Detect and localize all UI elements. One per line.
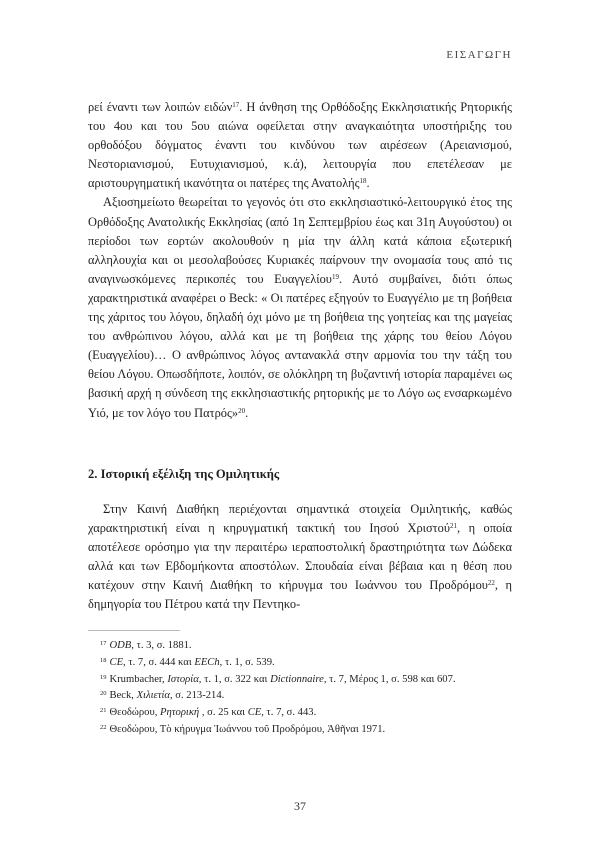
footnote-text: Θεοδώρου, Τὸ κήρυγμα Ἰωάννου τοῦ Προδρόμου, Ἀθῆναι 1971.: [109, 723, 386, 735]
footnote-text: , τ. 7, σ. 443.: [261, 707, 317, 719]
footnote-text: Beck,: [109, 690, 137, 702]
footnote-text: , σ. 213-214.: [170, 690, 225, 702]
footnote-title: EECh: [194, 656, 220, 668]
text-run: , η δημηγορία του Πέτρου κατά την Πεντηκο-: [88, 577, 512, 612]
footnote-ref[interactable]: 19: [331, 272, 339, 281]
footnote-number: 21: [100, 707, 107, 715]
footnote-text: , τ. 7, Μέρος 1, σ. 598 και 607.: [323, 673, 456, 685]
footnote-text: , τ. 1, σ. 539.: [219, 656, 275, 668]
footnote-title: Dictionnaire: [270, 673, 324, 685]
footnote-21: [88, 705, 512, 722]
footnote-ref[interactable]: 22: [487, 578, 495, 587]
text-run: . Η άνθηση της Ορθόδοξης Εκκλησιατικής Ρητορικής του 4ου και του 5ου αιώνα οφείλεται στην αναγκαιότητα υποστήριξης του ορθοδόξου δόγματος έναντι του κινδύνου των αιρέσεων (Αρειανισμού, Νεστοριανισμού, Ευτυχιανισμού, κ.ά), λειτουργία που επετέλεσαν με αριστουργηματική ικανότητα οι πατέρες της Ανατολής: [88, 100, 512, 191]
footnote-number: 18: [100, 656, 107, 664]
footnote-ref[interactable]: 18: [359, 177, 367, 186]
footnote-number: 20: [100, 690, 107, 698]
footnote-title: CE: [247, 707, 262, 719]
text-run: Στην Καινή Διαθήκη περιέχονται σημαντικά στοιχεία Ομιλητικής, καθώς χαρακτηριστική είναι η κηρυγματική τακτική του Ιησού Χριστού: [88, 501, 512, 535]
footnote-17: [88, 638, 512, 655]
text-run: .: [366, 176, 370, 191]
footnote-title: Ιστορία: [167, 673, 199, 685]
body-text: [88, 98, 512, 614]
footnote-text: Krumbacher,: [109, 673, 168, 685]
footnote-text: , σ. 25 και: [199, 707, 248, 719]
footnote-text: , τ. 3, σ. 1881.: [131, 640, 192, 651]
footnote-text: , τ. 1, σ. 322 και: [198, 673, 271, 685]
footnote-ref[interactable]: 20: [238, 406, 246, 415]
footnote-22: [88, 722, 512, 739]
text-run: Αξιοσημείωτο θεωρείται το γεγονός ότι στο εκκλησιαστικό-λειτουργικό έτος της Ορθόδοξης Ανατολικής Εκκλησίας (από 1η Σεπτεμβρίου έως και 31η Αυγούστου) οι περίοδοι των εορτών ακολουθούν η μία την άλλη κατά κάποια εξωτερική αλληλουχία και οι μεσολαβούσες Κυριακές παίρνουν την ονομασία τους από τις αναγινωσκόμενες περικοπές του Ευαγγελίου: [88, 195, 512, 286]
text-run: .: [245, 405, 249, 420]
footnote-title: ODB: [109, 640, 132, 651]
text-run: ρεί έναντι των λοιπών ειδών: [88, 100, 233, 114]
page-number: 37: [294, 799, 306, 813]
footnote-text: , τ. 7, σ. 444 και: [123, 656, 195, 668]
text-run: . Αυτό συμβαίνει, διότι όπως χαρακτηριστικά αναφέρει ο Beck: « Οι πατέρες εξηγούν το Ευαγγέλιο με τη βοήθεια της χάριτος του λόγου, δηλαδή όχι μόνο με τη βοήθεια της γοητείας και της μαγείας του ανθρώπινου λόγου, αλλά και με τη βοήθεια της χάρης του θείου Λόγου (Ευαγγελίου)… Ο ανθρώπινος λόγος αντανακλά στην αρμονία του την τάξη του θείου Λόγου. Οπωσδήποτε, λοιπόν, σε ολόκληρη τη βυζαντινή ιστορία παραμένει ως βασική αρχή η σύνδεση της εκκλησιαστικής ρητορικής με το Λόγο ως ενσαρκωμένο Υιό, με τον λόγο του Πατρός»: [88, 271, 512, 420]
footnote-19: [88, 672, 512, 689]
footnote-18: [88, 655, 512, 672]
paragraph-1: [88, 98, 512, 193]
footnote-number: 22: [100, 723, 107, 731]
footnote-number: 17: [100, 640, 107, 647]
footnote-ref[interactable]: 17: [232, 101, 240, 109]
section-heading: 2. Ιστορική εξέλιξη της Ομιλητικής: [88, 466, 280, 481]
footnote-20: [88, 688, 512, 705]
footnotes: [88, 638, 512, 739]
running-head: ΕΙΣΑΓΩΓΗ: [446, 49, 512, 61]
footnote-divider: [88, 630, 180, 631]
paragraph-3: [88, 500, 512, 615]
footnote-number: 19: [100, 673, 107, 681]
paragraph-2: [88, 193, 512, 422]
footnote-title: Ρητορική: [160, 707, 200, 719]
footnote-title: Χιλιετία: [136, 690, 170, 702]
footnote-title: CE: [109, 656, 124, 668]
text-run: , η οποία αποτέλεσε ορόσημο για την περαιτέρω ιεραποστολική δραστηριότητα των Δώδεκα αλλά και των Εβδομήκοντα αποστόλων. Σπουδαία είναι βέβαια και η θέση που κατέχουν στην Καινή Διαθήκη το κήρυγμα του Ιωάννου του Προδρόμου: [88, 520, 512, 592]
footnote-text: Θεοδώρου,: [109, 707, 160, 719]
footnote-ref[interactable]: 21: [449, 521, 457, 530]
